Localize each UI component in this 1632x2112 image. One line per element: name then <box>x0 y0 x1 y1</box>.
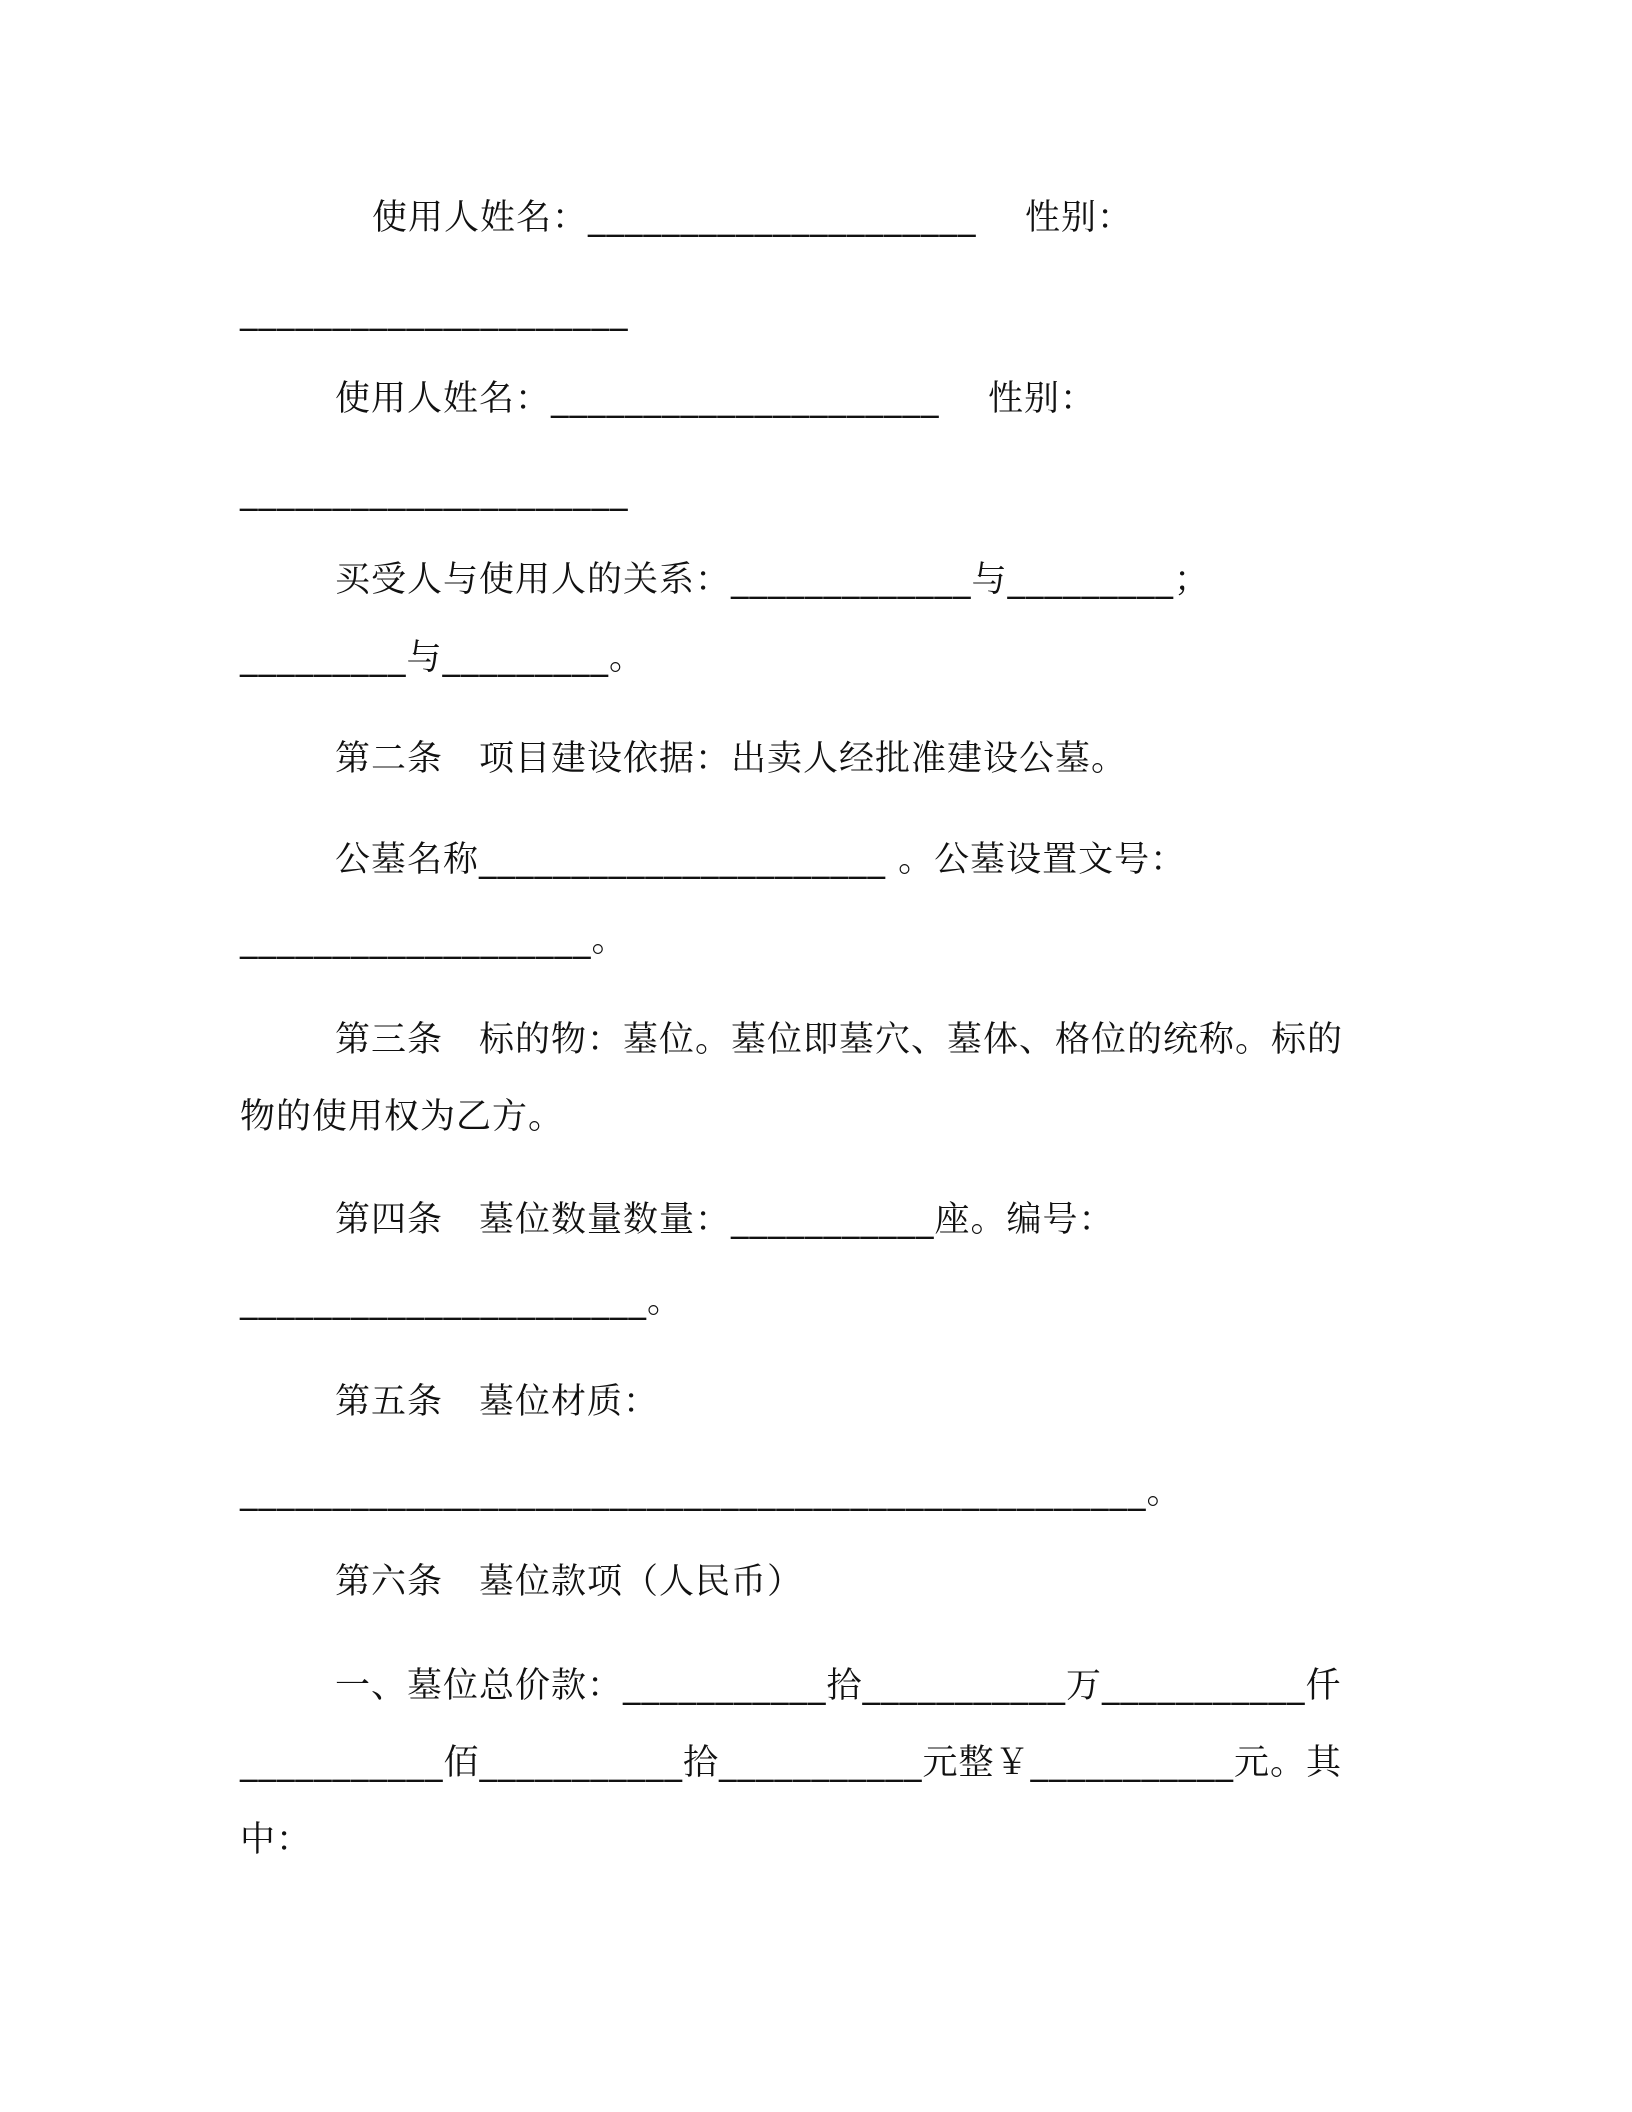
article-5-line: 第五条 墓位材质： <box>335 1382 660 1422</box>
total-price-continued-line: ___________佰___________拾___________元整￥___________元。其 <box>240 1743 1343 1783</box>
article-3-line: 第三条 标的物：墓位。墓位即墓穴、墓体、格位的统称。标的 <box>335 1020 1344 1060</box>
serial-number-blank-line: ______________________。 <box>240 1281 684 1321</box>
among-which-line: 中： <box>240 1820 313 1860</box>
article-6-line: 第六条 墓位款项（人民币） <box>335 1562 804 1602</box>
total-price-line: 一、墓位总价款：___________拾___________万___________仟 <box>335 1666 1342 1706</box>
gender-blank-line-2: _____________________ <box>240 472 629 512</box>
relationship-continued-line: _________与_________。 <box>240 638 646 678</box>
article-2-line: 第二条 项目建设依据：出卖人经批准建设公墓。 <box>335 739 1128 779</box>
material-blank-line: _________________________________________________。 <box>240 1472 1183 1512</box>
article-4-line: 第四条 墓位数量数量：___________座。编号： <box>335 1200 1115 1240</box>
relationship-line: 买受人与使用人的关系：_____________与_________； <box>335 560 1211 600</box>
gender-blank-line-1: _____________________ <box>240 292 629 332</box>
cemetery-name-line: 公墓名称______________________ 。公墓设置文号： <box>335 840 1187 880</box>
document-number-blank-line: ___________________。 <box>240 920 628 960</box>
user-name-gender-line-1: 使用人姓名：_____________________ 性别： <box>372 198 1134 238</box>
user-name-gender-line-2: 使用人姓名：_____________________ 性别： <box>335 379 1097 419</box>
article-3-continued-line: 物的使用权为乙方。 <box>240 1097 565 1137</box>
